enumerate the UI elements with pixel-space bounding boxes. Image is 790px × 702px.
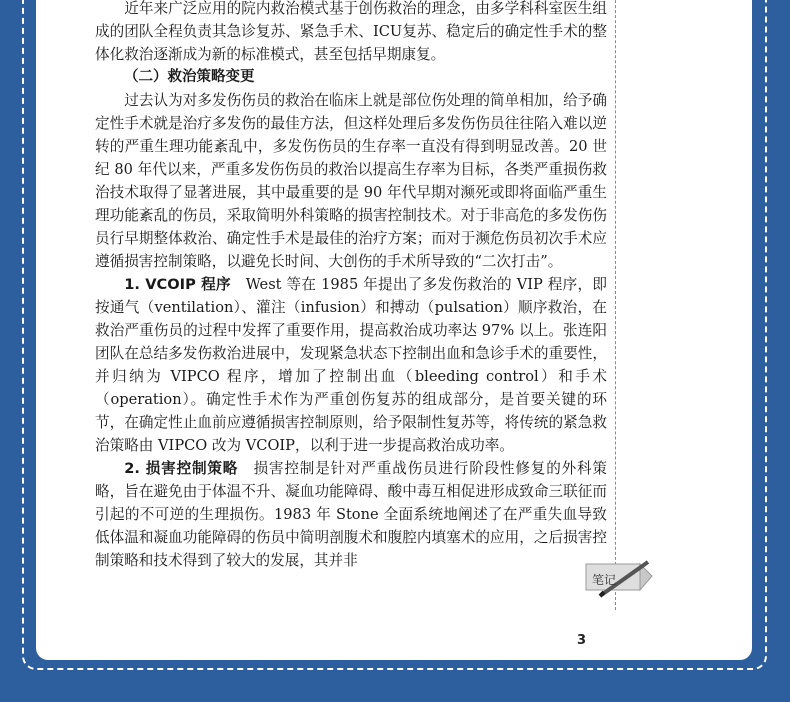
margin-divider: [615, 0, 616, 610]
pencil-icon: [582, 556, 656, 602]
paragraph-vcoip: [95, 273, 607, 457]
paragraph-damage-control: [95, 457, 607, 572]
body-text: [95, 0, 607, 572]
paragraph-damage-control-text: 损害控制是针对严重战伤员进行阶段性修复的外科策略，旨在避免由于体温不升、凝血功能障碍、酸中毒互相促进形成致命三联征而引起的不可逆的生理损伤。1983 年 Stone 全面系统地阐述了在严重失血导致低体温和凝血功能障碍的伤员中简明剖腹术和腹腔内填塞术的应用，之后损害控制策略和技术得到了较大的发展，其并非: [95, 460, 607, 569]
subheading-damage-control: 2. 损害控制策略: [124, 460, 239, 477]
paragraph-strategy: 过去认为对多发伤伤员的救治在临床上就是部位伤处理的简单相加，给予确定性手术就是治疗多发伤的最佳方法，但这样处理后多发伤伤员往往陷入难以逆转的严重生理功能紊乱中，多发伤伤员的生存率一直没有得到明显改善。20 世纪 80 年代以来，严重多发伤伤员的救治以提高生存率为目标，各类严重损伤救治技术取得了显著进展，其中最重要的是 90 年代早期对濒死或即将面临严重生理功能紊乱的伤员，采取简明外科策略的损害控制技术。对于非高危的多发伤伤员行早期整体救治、确定性手术是最佳的治疗方案；而对于濒危伤员初次手术应遵循损害控制策略，以避免长时间、大创伤的手术所导致的“二次打击”。: [95, 92, 607, 270]
book-page: [36, 0, 752, 660]
subheading-vcoip: 1. VCOIP 程序: [124, 276, 231, 293]
intro-paragraph: 近年来广泛应用的院内救治模式基于创伤救治的理念，由多学科科室医生组成的团队全程负责其急诊复苏、紧急手术、ICU复苏、稳定后的确定性手术的整体化救治逐渐成为新的标准模式，甚至包括早期康复。: [95, 0, 607, 63]
section-heading: （二）救治策略变更: [124, 69, 255, 85]
page-number: 3: [577, 633, 587, 648]
paragraph-vcoip-text: West 等在 1985 年提出了多发伤救治的 VIP 程序，即按通气（ventilation）、灌注（infusion）和搏动（pulsation）顺序救治，在救治严重伤员的过程中发挥了重要作用，提高救治成功率达 97% 以上。张连阳团队在总结多发伤救治进展中，发现紧急状态下控制出血和急诊手术的重要性，并归纳为 VIPCO 程序，增加了控制出血（bleeding control）和手术（operation）。确定性手术作为严重创伤复苏的组成部分，是首要关键的环节，在确定性止血前应遵循损害控制原则，给予限制性复苏等，将传统的紧急救治策略由 VIPCO 改为 VCOIP，以利于进一步提高救治成功率。: [95, 276, 607, 454]
notes-tag: [582, 556, 656, 602]
notes-label: 笔记: [592, 573, 617, 587]
